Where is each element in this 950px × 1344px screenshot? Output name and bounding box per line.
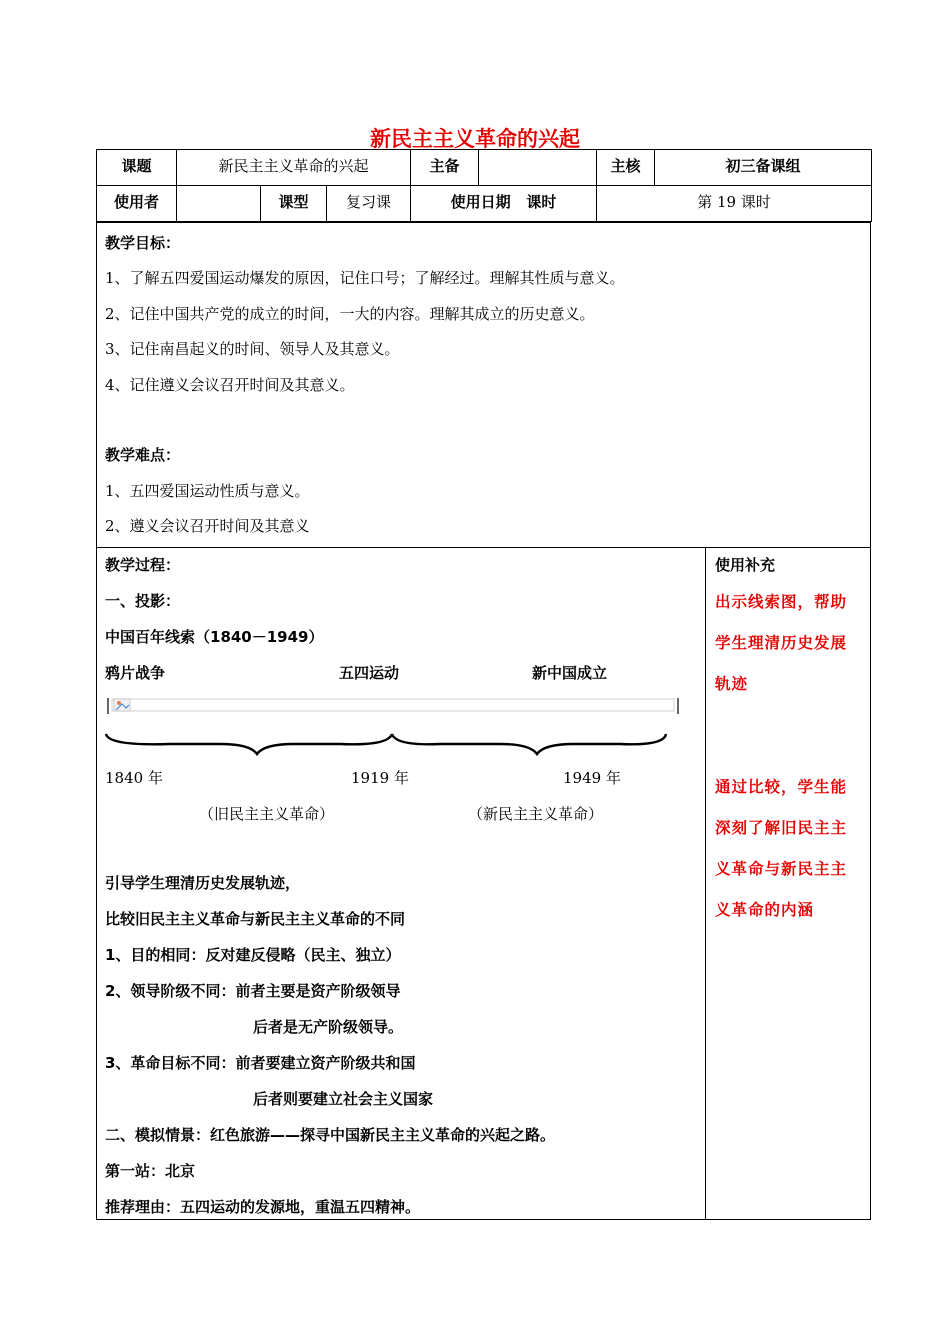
compare-item-3a: 3、革命目标不同：前者要建立资产阶级共和国 bbox=[105, 1054, 416, 1072]
compare-item-2b: 后者是无产阶级领导。 bbox=[253, 1018, 404, 1036]
goal-item-1: 1、了解五四爱国运动爆发的原因，记住口号；了解经过。理解其性质与意义。 bbox=[105, 269, 625, 287]
section-2-heading: 二、模拟情景：红色旅游——探寻中国新民主主义革命的兴起之路。 bbox=[105, 1126, 556, 1144]
review-value: 初三备课组 bbox=[655, 150, 872, 186]
supplement-note-1-line-3: 轨迹 bbox=[715, 675, 749, 693]
hours-label: 课时 bbox=[526, 193, 557, 211]
date-label: 使用日期 bbox=[450, 193, 511, 211]
date-hours-label bbox=[411, 186, 597, 222]
difficulty-item-1: 1、五四爱国运动性质与意义。 bbox=[105, 482, 310, 500]
header-table bbox=[96, 149, 872, 222]
compare-item-3b: 后者则要建立社会主义国家 bbox=[253, 1090, 434, 1108]
supplement-note-2-line-3: 义革命与新民主主 bbox=[715, 860, 848, 878]
type-value: 复习课 bbox=[327, 186, 411, 222]
year-1949: 1949 年 bbox=[563, 769, 621, 787]
timeline-bar bbox=[112, 699, 674, 711]
recommend-reason: 推荐理由：五四运动的发源地，重温五四精神。 bbox=[105, 1198, 421, 1216]
brace-old-democratic bbox=[106, 734, 392, 754]
compare-item-1: 1、目的相同：反对建反侵略（民主、独立） bbox=[105, 946, 401, 964]
prep-value bbox=[479, 150, 597, 186]
goal-item-3: 3、记住南昌起义的时间、领导人及其意义。 bbox=[105, 340, 400, 358]
event-may-fourth: 五四运动 bbox=[339, 664, 400, 682]
prep-label: 主备 bbox=[411, 150, 479, 186]
timeline-graphic bbox=[100, 690, 690, 760]
hours-value: 第 19 课时 bbox=[597, 186, 872, 222]
year-1840: 1840 年 bbox=[105, 769, 163, 787]
timeline-title: 中国百年线索（1840－1949） bbox=[105, 628, 324, 646]
supplement-note-2-line-1: 通过比较，学生能 bbox=[715, 778, 848, 796]
process-heading: 教学过程： bbox=[105, 556, 181, 574]
supplement-note-1-line-2: 学生理清历史发展 bbox=[715, 634, 848, 652]
type-label: 课型 bbox=[261, 186, 327, 222]
supplement-note-2-line-4: 义革命的内涵 bbox=[715, 901, 815, 919]
year-1919: 1919 年 bbox=[351, 769, 409, 787]
difficulty-item-2: 2、遵义会议召开时间及其意义 bbox=[105, 517, 310, 535]
period-new-democratic: （新民主主义革命） bbox=[468, 805, 604, 823]
event-new-china: 新中国成立 bbox=[532, 664, 608, 682]
period-old-democratic: （旧民主主义革命） bbox=[199, 805, 335, 823]
first-stop: 第一站：北京 bbox=[105, 1162, 196, 1180]
supplement-heading: 使用补充 bbox=[715, 556, 776, 574]
event-opium-war: 鸦片战争 bbox=[105, 664, 166, 682]
column-divider bbox=[705, 547, 706, 1220]
difficulties-heading: 教学难点： bbox=[105, 446, 181, 464]
goal-item-4: 4、记住遵义会议召开时间及其意义。 bbox=[105, 376, 355, 394]
user-label: 使用者 bbox=[97, 186, 177, 222]
page-title: 新民主主义革命的兴起 bbox=[370, 127, 580, 151]
guide-line-2: 比较旧民主主义革命与新民主主义革命的不同 bbox=[105, 910, 406, 928]
supplement-note-2-line-2: 深刻了解旧民主主 bbox=[715, 819, 848, 837]
goal-item-2: 2、记住中国共产党的成立的时间，一大的内容。理解其成立的历史意义。 bbox=[105, 305, 595, 323]
topic-value: 新民主主义革命的兴起 bbox=[177, 150, 411, 186]
section-1-heading: 一、投影： bbox=[105, 592, 181, 610]
compare-item-2a: 2、领导阶级不同：前者主要是资产阶级领导 bbox=[105, 982, 401, 1000]
brace-new-democratic bbox=[392, 734, 666, 754]
goals-heading: 教学目标： bbox=[105, 234, 181, 252]
guide-line-1: 引导学生理清历史发展轨迹， bbox=[105, 874, 301, 892]
review-label: 主核 bbox=[597, 150, 655, 186]
broken-image-icon bbox=[114, 699, 130, 711]
supplement-note-1-line-1: 出示线索图，帮助 bbox=[715, 593, 848, 611]
topic-label: 课题 bbox=[97, 150, 177, 186]
user-value bbox=[177, 186, 261, 222]
